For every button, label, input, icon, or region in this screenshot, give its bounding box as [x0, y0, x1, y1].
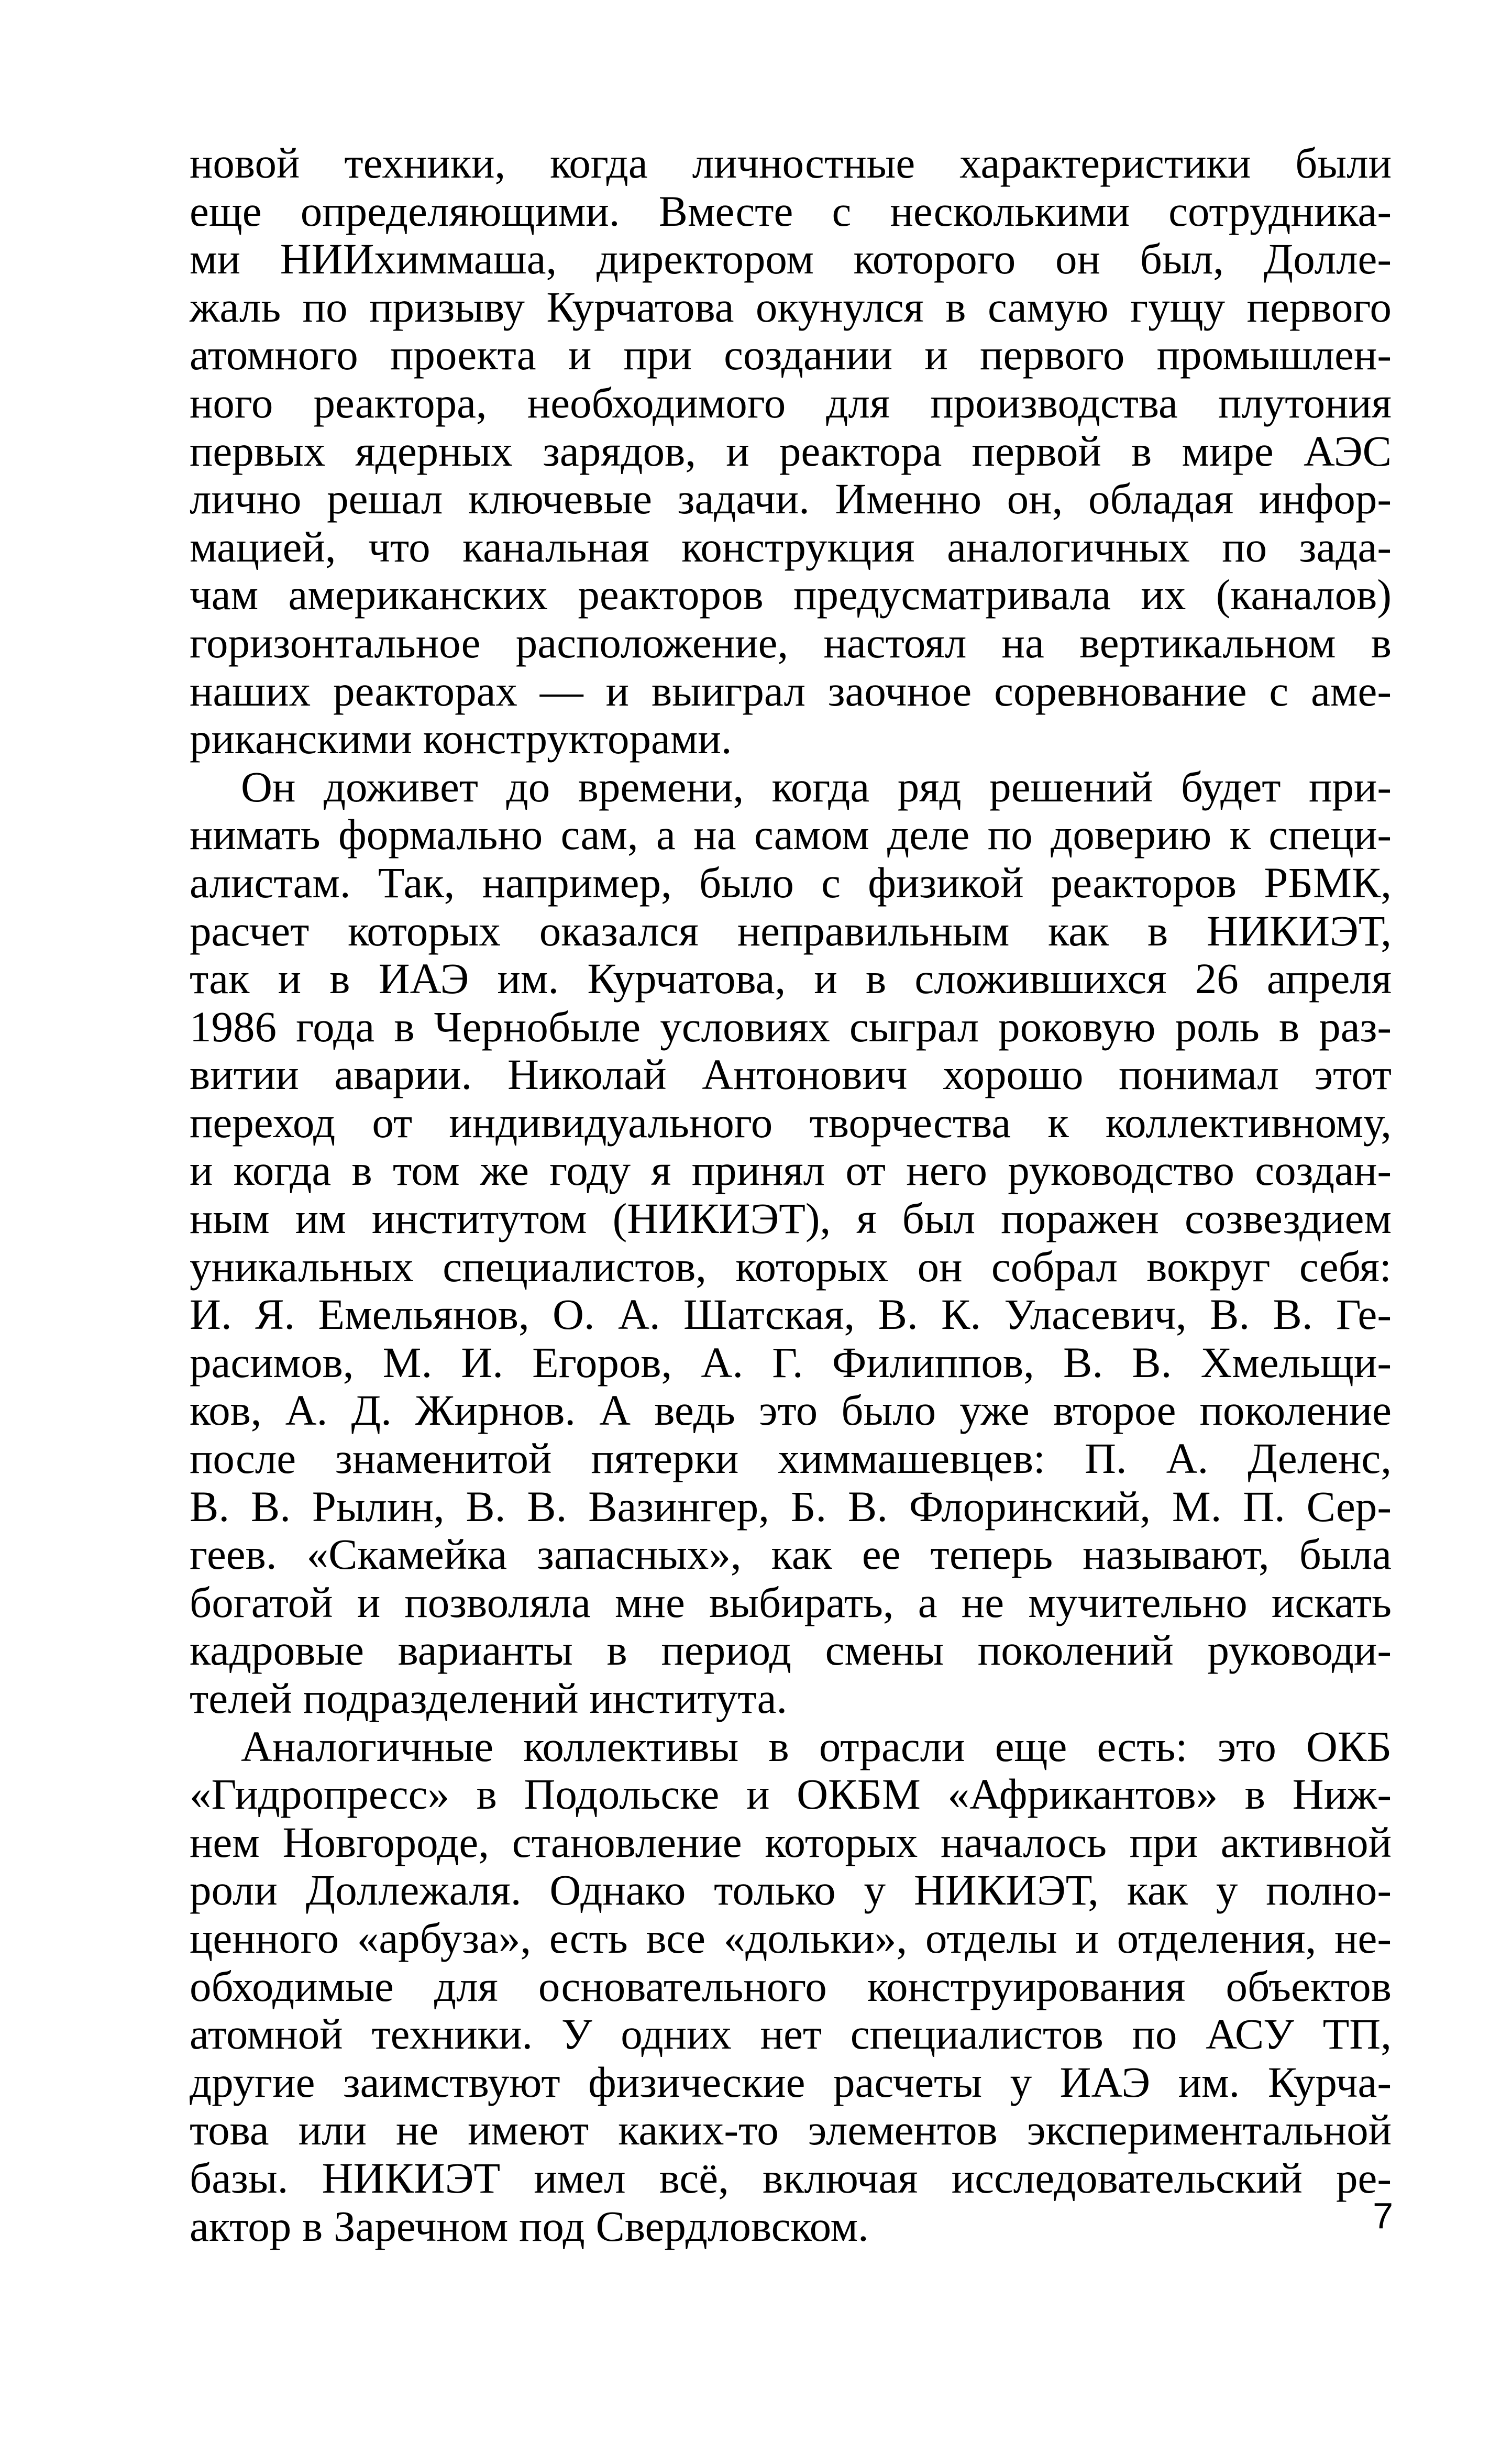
- text-line: переход от индивидуального творчества к коллективному,: [190, 1098, 1392, 1147]
- page-number: 7: [1373, 2195, 1393, 2236]
- text-line: новой техники, когда личностные характеристики были: [190, 139, 1392, 187]
- text-line: наших реакторах — и выиграл заочное соревнование с аме-: [190, 666, 1392, 715]
- text-line: В. В. Рылин, В. В. Вазингер, Б. В. Флоринский, М. П. Сер-: [190, 1482, 1392, 1531]
- text-line: после знаменитой пятерки химмашевцев: П. А. Деленс,: [190, 1434, 1392, 1483]
- text-line: так и в ИАЭ им. Курчатова, и в сложившихся 26 апреля: [190, 954, 1392, 1003]
- text-line: расимов, М. И. Егоров, А. Г. Филиппов, В. В. Хмельщи-: [190, 1338, 1392, 1386]
- text-line: «Гидропресс» в Подольске и ОКБМ «Африкантов» в Ниж-: [190, 1770, 1392, 1819]
- text-line: роли Доллежаля. Однако только у НИКИЭТ, как у полно-: [190, 1866, 1392, 1914]
- text-line: атомной техники. У одних нет специалистов по АСУ ТП,: [190, 2010, 1392, 2059]
- text-line: и когда в том же году я принял от него руководство создан-: [190, 1146, 1392, 1195]
- text-line: кадровые варианты в период смены поколений руководи-: [190, 1626, 1392, 1675]
- text-line: риканскими конструкторами.: [190, 714, 732, 763]
- text-line: атомного проекта и при создании и первого промышлен-: [190, 331, 1392, 379]
- text-line: мацией, что канальная конструкция аналогичных по зада-: [190, 522, 1392, 571]
- text-line: жаль по призыву Курчатова окунулся в самую гущу первого: [190, 282, 1392, 331]
- text-line: витии аварии. Николай Антонович хорошо понимал этот: [190, 1050, 1392, 1099]
- body-text: [190, 139, 1392, 2250]
- text-line: расчет которых оказался неправильным как в НИКИЭТ,: [190, 906, 1392, 955]
- text-line: ми НИИхиммаша, директором которого он был, Долле-: [190, 235, 1392, 283]
- text-line: обходимые для основательного конструирования объектов: [190, 1962, 1392, 2010]
- text-line: чам американских реакторов предусматривала их (каналов): [190, 570, 1392, 619]
- text-line: телей подразделений института.: [190, 1674, 788, 1722]
- text-line: това или не имеют каких-то элементов экспериментальной: [190, 2106, 1392, 2154]
- text-line: ценного «арбуза», есть все «дольки», отделы и отделения, не-: [190, 1913, 1392, 1962]
- text-line: лично решал ключевые задачи. Именно он, обладая инфор-: [190, 475, 1392, 523]
- text-line: горизонтальное расположение, настоял на вертикальном в: [190, 618, 1392, 667]
- text-line: уникальных специалистов, которых он собрал вокруг себя:: [190, 1242, 1392, 1291]
- text-line: нем Новгороде, становление которых началось при активной: [190, 1818, 1392, 1866]
- text-line: ков, А. Д. Жирнов. А ведь это было уже второе поколение: [190, 1386, 1392, 1435]
- text-line: еще определяющими. Вместе с несколькими сотрудника-: [190, 186, 1392, 235]
- text-line: Аналогичные коллективы в отрасли еще есть: это ОКБ: [241, 1722, 1392, 1770]
- text-line: первых ядерных зарядов, и реактора первой в мире АЭС: [190, 426, 1392, 475]
- text-line: актор в Заречном под Свердловском.: [190, 2202, 869, 2250]
- text-line: алистам. Так, например, было с физикой реакторов РБМК,: [190, 858, 1392, 907]
- text-line: базы. НИКИЭТ имел всё, включая исследовательский ре-: [190, 2153, 1392, 2202]
- text-line: нимать формально сам, а на самом деле по доверию к специ-: [190, 810, 1392, 859]
- text-line: другие заимствуют физические расчеты у ИАЭ им. Курча-: [190, 2057, 1392, 2106]
- text-line: ного реактора, необходимого для производства плутония: [190, 378, 1392, 427]
- text-line: геев. «Скамейка запасных», как ее теперь называют, была: [190, 1530, 1392, 1579]
- text-line: Он доживет до времени, когда ряд решений будет при-: [241, 762, 1392, 811]
- text-line: ным им институтом (НИКИЭТ), я был поражен созвездием: [190, 1194, 1392, 1243]
- text-line: богатой и позволяла мне выбирать, а не мучительно искать: [190, 1578, 1392, 1626]
- text-line: И. Я. Емельянов, О. А. Шатская, В. К. Уласевич, В. В. Ге-: [190, 1290, 1392, 1339]
- text-line: 1986 года в Чернобыле условиях сыграл роковую роль в раз-: [190, 1002, 1392, 1051]
